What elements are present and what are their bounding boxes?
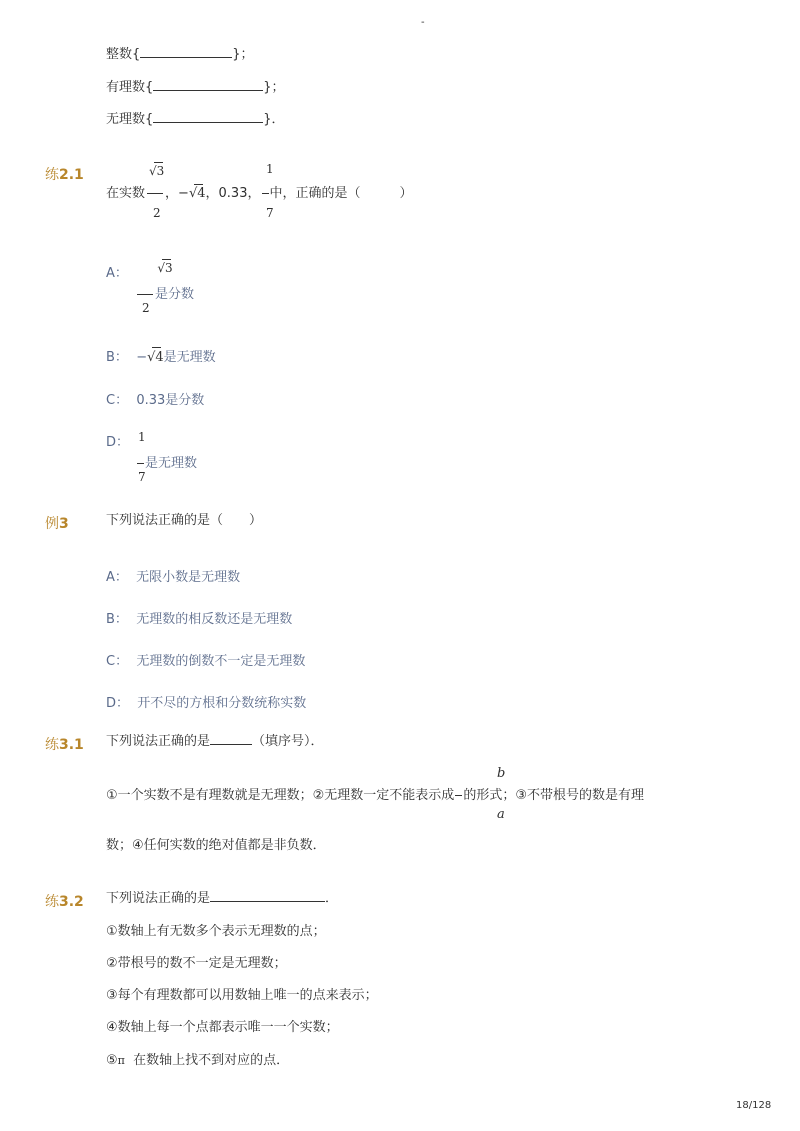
rational-blank[interactable]	[153, 90, 263, 91]
frac-denominator-a: a	[497, 807, 505, 822]
option-2-1-a[interactable]: 是分数	[137, 283, 194, 302]
exercise-label-2-1: 练2.1	[45, 167, 84, 183]
statement-1: ①数轴上有无数多个表示无理数的点；	[106, 924, 326, 939]
example-label-3: 例3	[45, 516, 69, 532]
option-2-1-b[interactable]: B： −√4 是无理数	[106, 346, 216, 365]
irrational-set-line	[106, 113, 285, 126]
irrational-end: }．	[263, 112, 285, 127]
one-numerator: 1	[266, 162, 274, 176]
answer-blank-3-1[interactable]	[210, 744, 252, 745]
page-number: 18/128	[736, 1100, 772, 1111]
exercise-3-2-stem: 下列说法正确的是 ．	[106, 891, 339, 906]
option-a-denominator: 2	[142, 301, 150, 315]
seven-denominator: 7	[266, 206, 274, 220]
integer-set-line	[106, 48, 254, 61]
exercise-3-1-line2: 数；④任何实数的绝对值都是非负数．	[106, 838, 326, 853]
header-mark: -	[421, 17, 425, 28]
option-a-sqrt3: √3	[157, 261, 173, 275]
option-d-numerator: 1	[138, 430, 146, 444]
integer-label: 整数{	[106, 47, 141, 62]
statement-2: ②带根号的数不一定是无理数；	[106, 956, 287, 971]
option-d-denominator: 7	[138, 470, 146, 484]
statement-5: ⑤π 在数轴上找不到对应的点．	[106, 1053, 290, 1068]
exercise-label-3-2: 练3.2	[45, 894, 84, 910]
frac-numerator-b: b	[497, 766, 506, 781]
statement-4: ④数轴上每一个点都表示唯一一个实数；	[106, 1020, 339, 1035]
rational-set-line	[106, 81, 285, 94]
rational-label: 有理数{	[106, 80, 154, 95]
integer-blank[interactable]	[140, 57, 232, 58]
irrational-blank[interactable]	[153, 122, 263, 123]
option-2-1-d-letter[interactable]: D：	[106, 435, 130, 450]
exercise-2-1-stem: 在实数 ，−√4 ，0.33， 中，正确的是（ ）	[106, 186, 413, 201]
rational-end: }；	[263, 80, 285, 95]
sqrt3-numerator: √3	[149, 164, 165, 178]
two-denominator: 2	[153, 206, 161, 220]
option-3-b[interactable]: B： 无理数的相反数还是无理数	[106, 612, 293, 627]
integer-end: }；	[232, 47, 254, 62]
option-2-1-a-letter[interactable]: A：	[106, 266, 128, 281]
exercise-3-1-line1: ①一个实数不是有理数就是无理数；②无理数一定不能表示成 的形式；③不带根号的数是有理	[106, 788, 644, 803]
option-3-d[interactable]: D： 开不尽的方根和分数统称实数	[106, 696, 307, 711]
option-3-a[interactable]: A： 无限小数是无理数	[106, 570, 241, 585]
example-3-stem: 下列说法正确的是（ ）	[106, 513, 263, 528]
statement-3: ③每个有理数都可以用数轴上唯一的点来表示；	[106, 988, 378, 1003]
answer-blank-3-2[interactable]	[210, 901, 325, 902]
exercise-label-3-1: 练3.1	[45, 737, 84, 753]
option-2-1-c[interactable]: C： 0.33是分数	[106, 393, 205, 408]
exercise-3-1-stem: 下列说法正确的是 （填序号）．	[106, 734, 324, 749]
irrational-label: 无理数{	[106, 112, 154, 127]
option-3-c[interactable]: C： 无理数的倒数不一定是无理数	[106, 654, 306, 669]
option-2-1-d[interactable]: 是无理数	[137, 452, 197, 471]
